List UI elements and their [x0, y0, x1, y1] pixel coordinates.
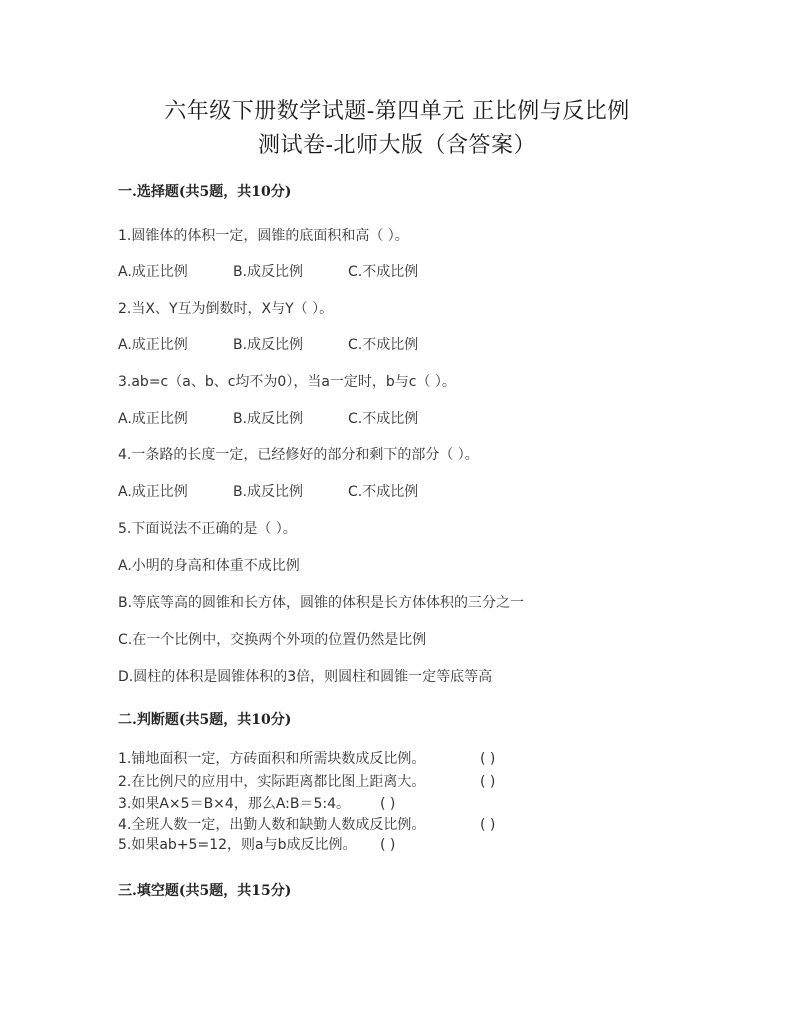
section-heading-true-false: 二.判断题(共5题，共10分): [118, 712, 292, 728]
option-b: B.等底等高的圆锥和长方体，圆锥的体积是长方体体积的三分之一: [118, 595, 525, 611]
option-a: A.成正比例: [118, 411, 188, 427]
answer-parenthesis: ( ): [480, 774, 496, 790]
option-b: B.成反比例: [233, 264, 304, 280]
true-false-item: [118, 772, 538, 792]
true-false-text: 5.如果ab+5=12，则a与b成反比例。: [118, 837, 357, 853]
true-false-item: [118, 794, 538, 814]
question-stem: 1.圆锥体的体积一定，圆锥的底面积和高（ ）。: [118, 228, 409, 244]
section-heading-choice: 一.选择题(共5题，共10分): [118, 184, 292, 200]
true-false-text: 1.铺地面积一定，方砖面积和所需块数成反比例。: [118, 751, 426, 767]
answer-parenthesis: ( ): [480, 817, 496, 833]
option-c: C.不成比例: [348, 337, 419, 353]
true-false-text: 4.全班人数一定，出勤人数和缺勤人数成反比例。: [118, 817, 426, 833]
document-title-line-2: 测试卷-北师大版（含答案）: [258, 133, 536, 158]
option-d: D.圆柱的体积是圆锥体积的3倍，则圆柱和圆锥一定等底等高: [118, 669, 493, 685]
option-c: C.不成比例: [348, 484, 419, 500]
option-a: A.成正比例: [118, 484, 188, 500]
question-stem: 2.当X、Y互为倒数时，X与Y（ ）。: [118, 301, 334, 317]
answer-parenthesis: ( ): [480, 751, 496, 767]
option-a: A.小明的身高和体重不成比例: [118, 558, 300, 574]
option-c: C.不成比例: [348, 264, 419, 280]
question-stem: 3.ab=c（a、b、c均不为0），当a一定时，b与c（ ）。: [118, 374, 456, 390]
true-false-item: [118, 749, 538, 769]
option-b: B.成反比例: [233, 484, 304, 500]
option-b: B.成反比例: [233, 411, 304, 427]
option-c: C.在一个比例中，交换两个外项的位置仍然是比例: [118, 632, 427, 648]
true-false-text: 2.在比例尺的应用中，实际距离都比图上距离大。: [118, 774, 426, 790]
answer-parenthesis: ( ): [380, 837, 396, 853]
section-heading-fill-blank: 三.填空题(共5题，共15分): [118, 883, 292, 899]
answer-parenthesis: ( ): [380, 796, 396, 812]
option-a: A.成正比例: [118, 264, 188, 280]
question-stem: 5.下面说法不正确的是（ ）。: [118, 521, 297, 537]
true-false-item: [118, 835, 538, 855]
option-a: A.成正比例: [118, 337, 188, 353]
document-title-line-1: 六年级下册数学试题-第四单元 正比例与反比例: [164, 99, 630, 124]
true-false-text: 3.如果A×5＝B×4，那么A:B＝5:4。: [118, 796, 350, 812]
question-stem: 4.一条路的长度一定，已经修好的部分和剩下的部分（ ）。: [118, 447, 479, 463]
option-b: B.成反比例: [233, 337, 304, 353]
true-false-item: [118, 815, 538, 835]
option-c: C.不成比例: [348, 411, 419, 427]
